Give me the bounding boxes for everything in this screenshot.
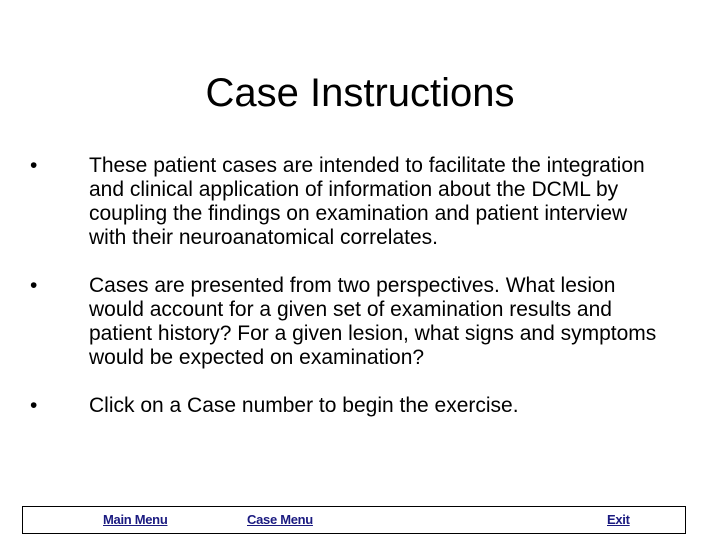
bullet-icon: • xyxy=(30,274,38,297)
footer-nav xyxy=(22,506,686,534)
instruction-list xyxy=(30,154,670,442)
page-title: Case Instructions xyxy=(205,71,515,115)
bullet-icon: • xyxy=(30,394,38,417)
instruction-item-begin xyxy=(30,394,670,418)
instruction-text: Click on a Case number to begin the exercise. xyxy=(89,394,519,417)
case-menu-link[interactable]: Case Menu xyxy=(247,512,313,527)
bullet-icon: • xyxy=(30,154,38,177)
instruction-item-perspectives xyxy=(30,274,670,370)
instruction-item-purpose xyxy=(30,154,670,250)
instruction-text: These patient cases are intended to facilitate the integration and clinical application of information about the DCML by coupling the findings on examination and patient interview with their neuroanatomical correlates. xyxy=(89,154,645,249)
exit-link[interactable]: Exit xyxy=(607,512,630,527)
instruction-text: Cases are presented from two perspectives. What lesion would account for a given set of examination results and patient history? For a given lesion, what signs and symptoms would be expected on examination? xyxy=(89,274,657,369)
main-menu-link[interactable]: Main Menu xyxy=(103,512,168,527)
